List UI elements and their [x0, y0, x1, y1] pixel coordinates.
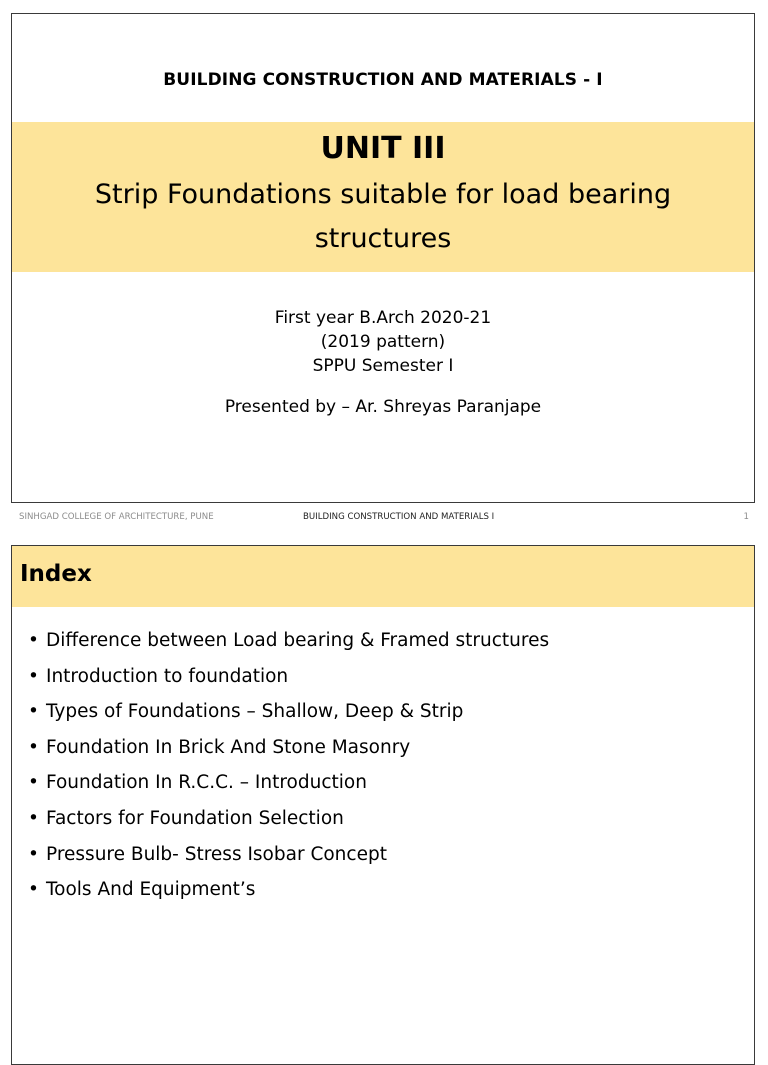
list-item: • Foundation In Brick And Stone Masonry [28, 730, 744, 766]
presenter: Presented by – Ar. Shreyas Paranjape [224, 397, 542, 417]
course-title: BUILDING CONSTRUCTION AND MATERIALS - I [163, 70, 603, 90]
list-item: • Introduction to foundation [28, 659, 744, 695]
title-slide [11, 13, 755, 503]
index-band [12, 546, 754, 607]
bullet-icon: • [28, 807, 39, 829]
list-item: • Types of Foundations – Shallow, Deep & Strip [28, 694, 744, 730]
footer-page-number: 1 [743, 512, 749, 522]
unit-title: UNIT III [320, 131, 446, 166]
slide-meta [12, 306, 754, 419]
bullet-icon: • [28, 665, 39, 687]
index-slide [11, 545, 755, 1065]
unit-subtitle: Strip Foundations suitable for load bearing structures [94, 179, 672, 254]
bullet-icon: • [28, 630, 39, 651]
bullet-icon: • [28, 843, 39, 865]
footer-college: SINHGAD COLLEGE OF ARCHITECTURE, PUNE [19, 512, 214, 522]
list-item: • Tools And Equipment’s [28, 872, 744, 908]
meta-pattern: (2019 pattern) [320, 332, 446, 352]
title-band [12, 122, 754, 272]
bullet-icon: • [28, 701, 39, 723]
list-item: • Difference between Load bearing & Framed structures [28, 623, 744, 659]
bullet-icon: • [28, 879, 39, 901]
list-item: • Foundation In R.C.C. – Introduction [28, 765, 744, 801]
slide-footer [0, 509, 768, 525]
meta-year: First year B.Arch 2020-21 [274, 308, 492, 328]
index-title: Index [20, 561, 92, 587]
list-item: • Pressure Bulb- Stress Isobar Concept [28, 837, 744, 873]
bullet-icon: • [28, 772, 39, 794]
index-list [28, 623, 744, 908]
list-item: • Factors for Foundation Selection [28, 801, 744, 837]
bullet-icon: • [28, 736, 39, 758]
footer-course: BUILDING CONSTRUCTION AND MATERIALS I [303, 512, 495, 522]
meta-semester: SPPU Semester I [312, 356, 454, 376]
